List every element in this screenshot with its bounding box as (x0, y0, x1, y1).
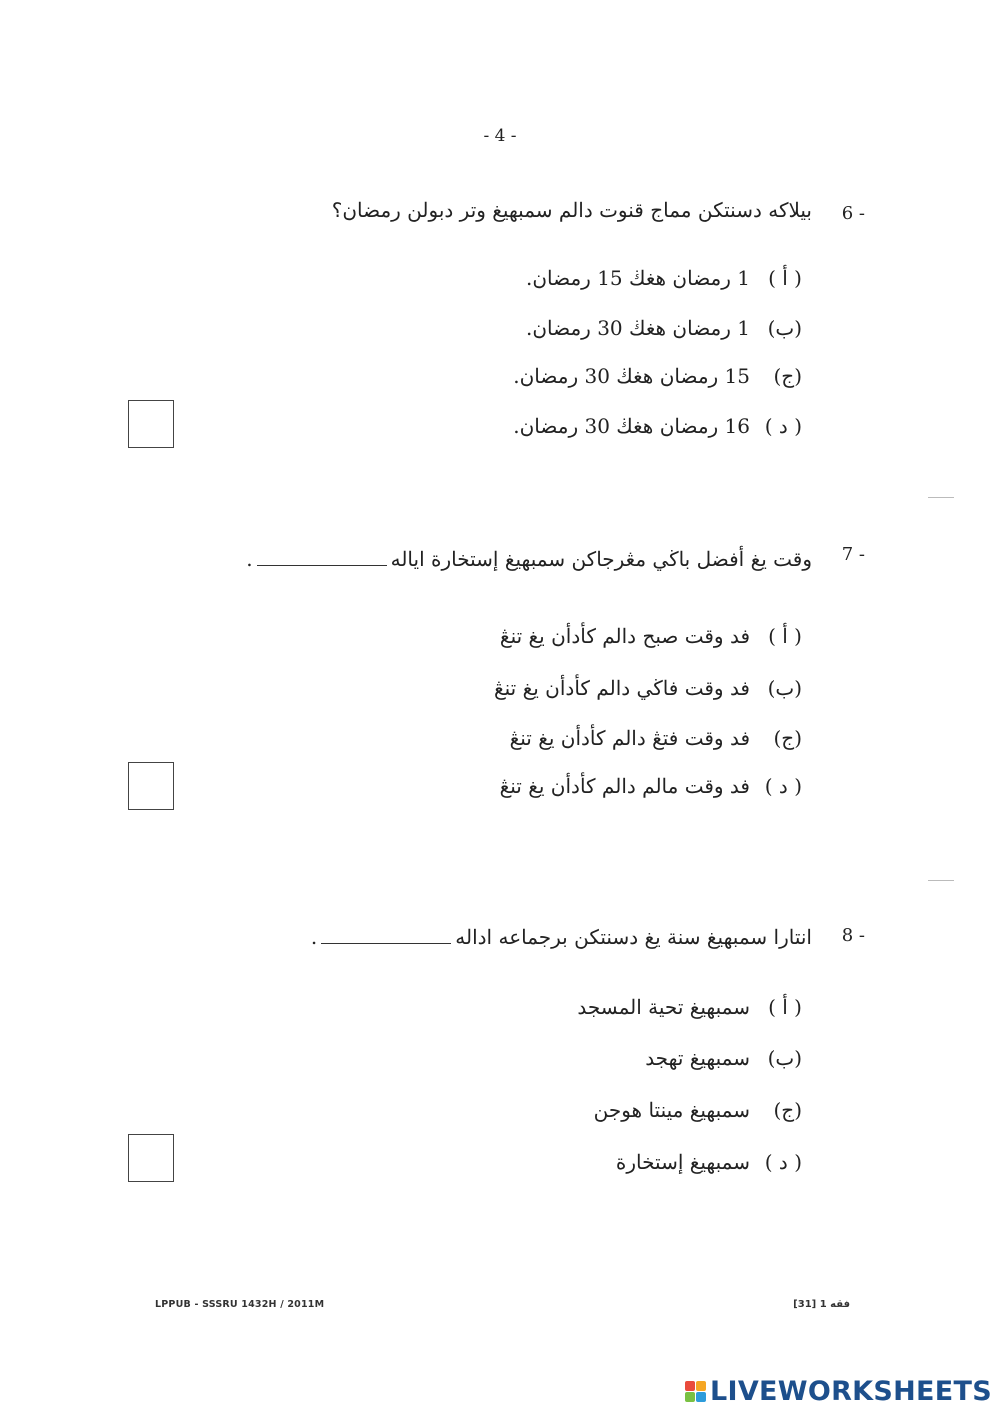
footer-subject: فقه 1 [31] (793, 1299, 850, 1310)
logo-square (696, 1392, 706, 1402)
scan-mark (928, 497, 954, 498)
question-7-text: وقت يغ أفضل باڬي مڠرجاکن سمبهيغ إستخارة اياله. (246, 547, 812, 571)
question-6-number: 6 - (841, 203, 865, 224)
question-6-option-c: (ج)15 رمضان هغڬ 30 رمضان. (513, 364, 802, 388)
question-7-option-c: (ج)فد وقت فتڠ دالم کأدأن يغ تنڠ (509, 726, 802, 750)
logo-square (696, 1381, 706, 1391)
question-8-blank (321, 943, 451, 944)
question-7-option-b: (ب)فد وقت فاڬي دالم کأدأن يغ تنڠ (494, 676, 802, 700)
question-6-text: بيلاکه دسنتکن مماج قنوت دالم سمبهيغ وتر دبولن رمضان؟ (331, 198, 812, 222)
footer-code: LPPUB - SSSRU 1432H / 2011M (155, 1299, 325, 1310)
logo-square (685, 1392, 695, 1402)
brand-name: LIVEWORKSHEETS (709, 1376, 992, 1407)
question-8-option-d: ( د )سمبهيغ إستخارة (615, 1150, 802, 1174)
question-8-option-a: ( أ )سمبهيغ تحية المسجد (577, 995, 802, 1019)
question-6-option-d: ( د )16 رمضان هغڬ 30 رمضان. (513, 414, 802, 438)
logo-square (685, 1381, 695, 1391)
page-number: - 4 - (483, 126, 517, 146)
scan-mark (928, 880, 954, 881)
question-6-option-a: ( أ )1 رمضان هغڬ 15 رمضان. (525, 266, 802, 290)
question-8-option-b: (ب)سمبهيغ تهجد (645, 1046, 802, 1070)
question-7-number: 7 - (841, 544, 865, 565)
brand-logo[interactable] (685, 1376, 992, 1407)
question-6-answer-box[interactable] (128, 400, 174, 448)
question-8-option-c: (ج)سمبهيغ مينتا هوجن (593, 1098, 802, 1122)
question-8-text: انتارا سمبهيغ سنة يغ دسنتکن برجماعه اداله. (310, 925, 812, 949)
question-7-blank (257, 565, 387, 566)
question-8-number: 8 - (841, 925, 865, 946)
liveworksheets-icon (685, 1381, 706, 1402)
question-7-option-d: ( د )فد وقت مالم دالم کأدأن يغ تنڠ (499, 774, 802, 798)
question-8-answer-box[interactable] (128, 1134, 174, 1182)
question-6-option-b: (ب)1 رمضان هغڬ 30 رمضان. (525, 316, 802, 340)
question-7-option-a: ( أ )فد وقت صبح دالم کأدأن يغ تنڠ (499, 624, 802, 648)
question-7-answer-box[interactable] (128, 762, 174, 810)
